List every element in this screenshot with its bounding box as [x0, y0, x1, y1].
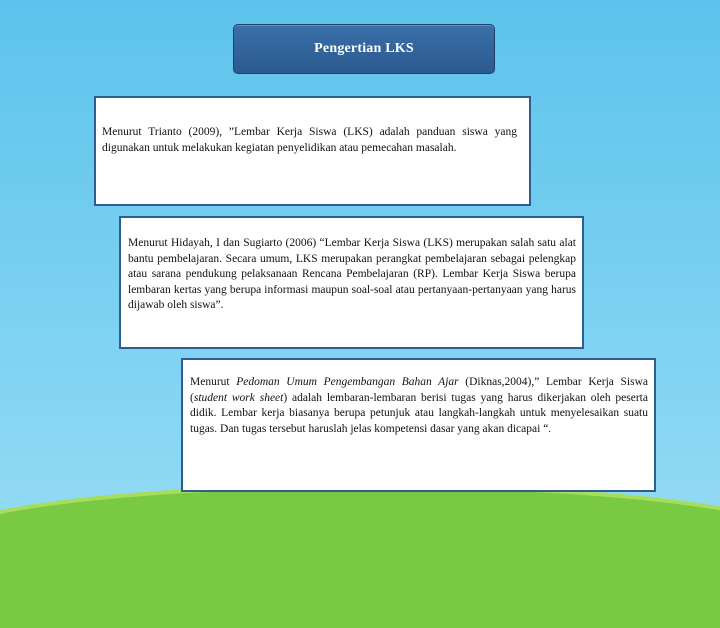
- definition-text-hidayah: Menurut Hidayah, I dan Sugiarto (2006) “Lembar Kerja Siswa (LKS) merupakan salah satu alat bantu pembelajaran. Secara umum, LKS merupakan perangkat pembelajaran sebagai pelengkap atau sarana pendukung pelaksanaan Rencana Pembelajaran (RP). Lembar Kerja Siswa berupa lembaran kertas yang berupa informasi maupun soal-soal atau pertanyaan-pertanyaan yang harus dijawab oleh siswa”.: [128, 237, 576, 311]
- hill-foreground: [0, 488, 720, 628]
- source-title: Pedoman Umum Pengembangan Bahan Ajar: [236, 376, 459, 388]
- definition-text-suffix: ) adalah lembaran-lembaran berisi tugas yang harus dikerjakan oleh peserta didik. Lembar kerja biasanya berupa petunjuk atau langkah-langkah untuk menyelesaikan suatu tugas. Dan tugas tersebut haruslah jelas kompetensi dasar yang akan dicapai “.: [190, 391, 648, 435]
- english-term: student work sheet: [193, 391, 284, 404]
- slide-title: Pengertian LKS: [314, 41, 414, 56]
- definition-card-diknas: [181, 358, 656, 492]
- definition-card-hidayah: [119, 216, 584, 349]
- definition-card-trianto: [94, 96, 531, 206]
- title-banner: [233, 24, 495, 74]
- definition-text-prefix: Menurut: [190, 376, 237, 388]
- definition-text-trianto: Menurut Trianto (2009), ”Lembar Kerja Siswa (LKS) adalah panduan siswa yang digunakan untuk melakukan kegiatan penyelidikan atau pemecahan masalah.: [102, 126, 517, 154]
- definition-text-middle: (Diknas,2004),” Lembar Kerja Siswa (: [190, 376, 648, 404]
